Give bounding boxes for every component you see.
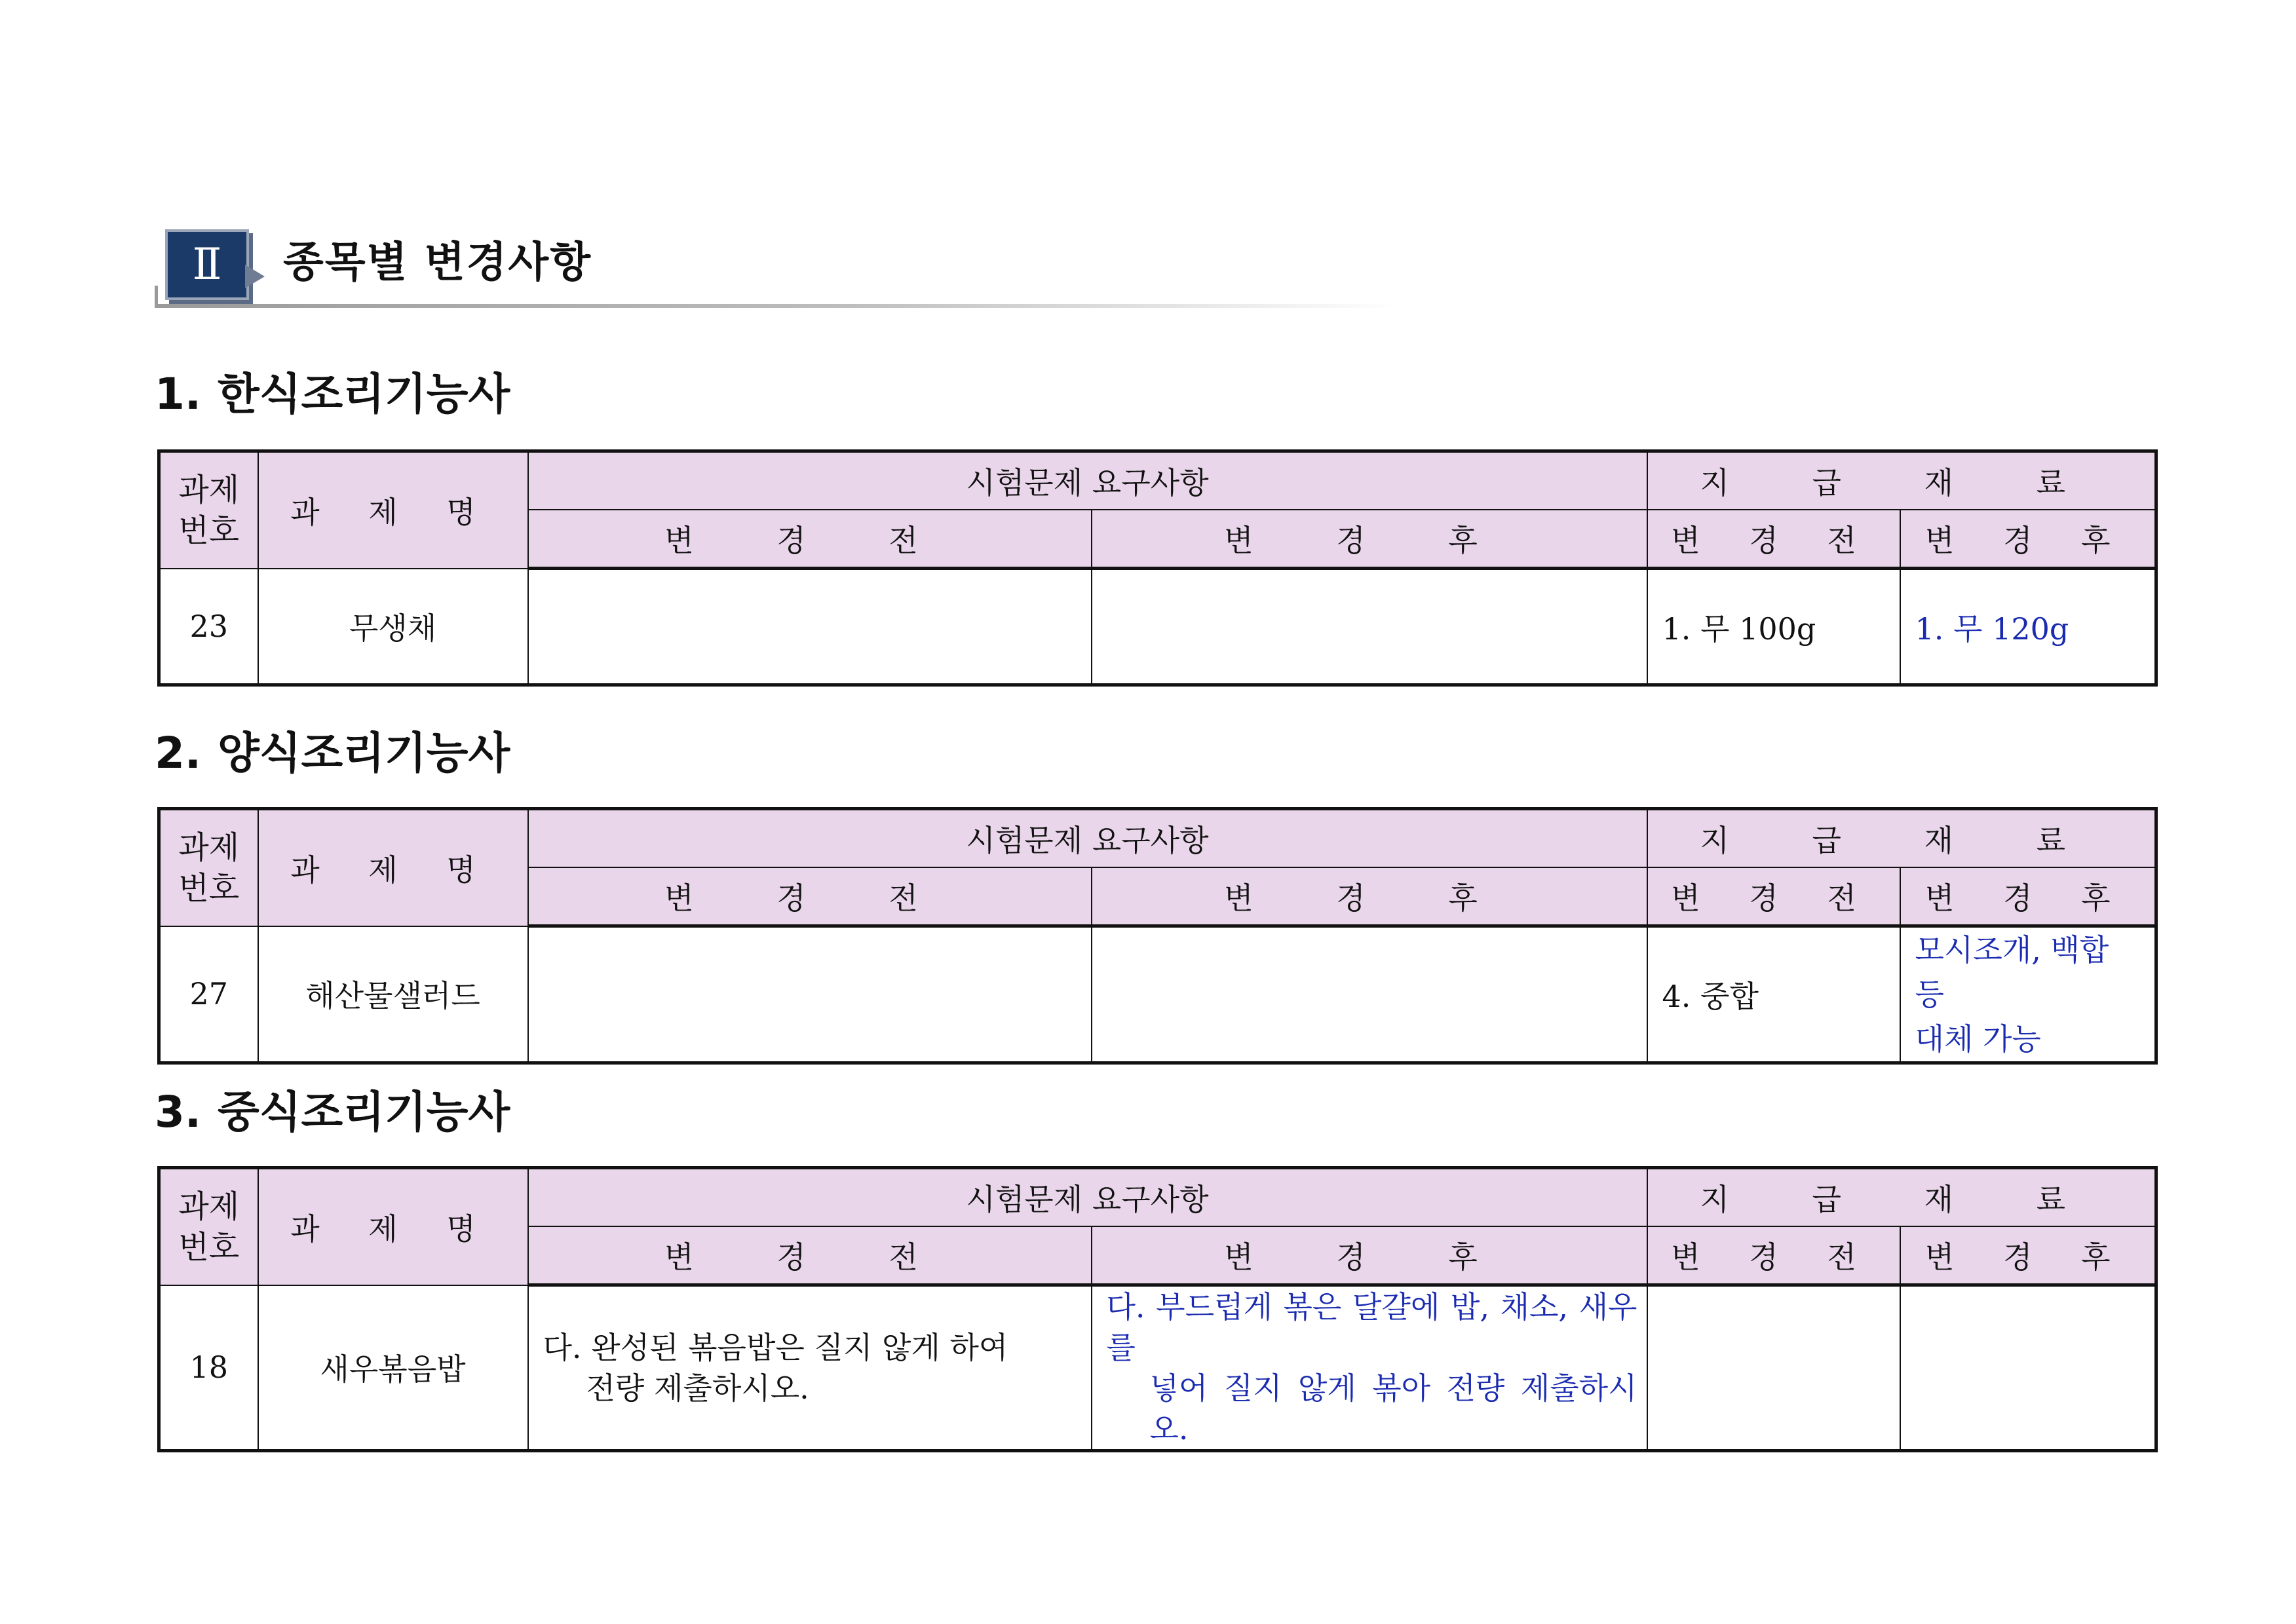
change-table-1 (157, 449, 2158, 687)
mat-before-cell: 4. 중합 (1647, 926, 1900, 1063)
mat-after-cell (1900, 1285, 2156, 1451)
header-mat-after: 변 경 후 (1900, 1226, 2156, 1285)
table-header-row (159, 809, 2156, 868)
mat-after-cell: 1. 무 120g (1900, 569, 2156, 685)
task-name-cell: 무생채 (258, 569, 528, 685)
header-task-no: 과제 번호 (159, 809, 258, 926)
task-name-cell: 해산물샐러드 (258, 926, 528, 1063)
chapter-title: 종목별 변경사항 (283, 238, 592, 287)
header-req-after: 변 경 후 (1092, 867, 1647, 926)
mat-after-cell (1900, 926, 2156, 1063)
header-req-after: 변 경 후 (1092, 1226, 1647, 1285)
table-row (159, 1285, 2156, 1451)
header-materials: 지 급 재 료 (1647, 809, 2156, 868)
header-mat-before: 변 경 전 (1647, 1226, 1900, 1285)
header-mat-before: 변 경 전 (1647, 510, 1900, 569)
task-no-cell: 27 (159, 926, 258, 1063)
header-requirements: 시험문제 요구사항 (528, 1168, 1647, 1227)
req-before-cell (528, 1285, 1092, 1451)
mat-before-cell: 1. 무 100g (1647, 569, 1900, 685)
section-title: 중식조리기능사 (218, 1087, 510, 1137)
section-number: 2. (155, 728, 201, 778)
section-heading-1 (155, 368, 510, 421)
header-req-before: 변 경 전 (528, 1226, 1092, 1285)
table-header-row (159, 451, 2156, 510)
mat-before-cell (1647, 1285, 1900, 1451)
change-table-3 (157, 1166, 2158, 1452)
section-title: 한식조리기능사 (218, 369, 510, 419)
req-after-line: 다. 부드럽게 볶은 달걀에 밥, 채소, 새우를 (1106, 1289, 1637, 1365)
table-header-row (159, 1168, 2156, 1227)
header-task-name: 과 제 명 (258, 809, 528, 926)
req-before-cell (528, 569, 1092, 685)
chapter-arrow-icon (245, 265, 265, 288)
task-no-cell: 23 (159, 569, 258, 685)
chapter-header (155, 223, 1400, 314)
req-after-line: 넣어 질지 않게 볶아 전량 제출하시오. (1149, 1370, 1637, 1446)
header-materials: 지 급 재 료 (1647, 1168, 2156, 1227)
mat-after-line: 모시조개, 백합 등 (1915, 932, 2109, 1012)
header-task-no: 과제 번호 (159, 451, 258, 569)
header-task-no: 과제 번호 (159, 1168, 258, 1285)
table-row (159, 569, 2156, 685)
header-mat-before: 변 경 전 (1647, 867, 1900, 926)
req-before-line: 전량 제출하시오. (586, 1370, 809, 1406)
section-number: 1. (155, 369, 201, 419)
chapter-number-badge: Ⅱ (165, 229, 249, 300)
task-name-cell: 새우볶음밥 (258, 1285, 528, 1451)
req-after-cell (1092, 569, 1647, 685)
task-no-cell: 18 (159, 1285, 258, 1451)
header-mat-after: 변 경 후 (1900, 510, 2156, 569)
header-req-after: 변 경 후 (1092, 510, 1647, 569)
table-row (159, 926, 2156, 1063)
header-task-name: 과 제 명 (258, 1168, 528, 1285)
mat-after-line: 대체 가능 (1915, 1021, 2041, 1057)
req-after-cell (1092, 1285, 1647, 1451)
header-task-name: 과 제 명 (258, 451, 528, 569)
header-requirements: 시험문제 요구사항 (528, 809, 1647, 868)
header-requirements: 시험문제 요구사항 (528, 451, 1647, 510)
section-number: 3. (155, 1087, 201, 1137)
header-mat-after: 변 경 후 (1900, 867, 2156, 926)
req-before-line: 다. 완성된 볶음밥은 질지 않게 하여 (543, 1330, 1008, 1365)
section-heading-2 (155, 727, 510, 780)
header-req-before: 변 경 전 (528, 510, 1092, 569)
chapter-underline (155, 304, 1400, 308)
change-table-2 (157, 807, 2158, 1065)
req-before-cell (528, 926, 1092, 1063)
section-title: 양식조리기능사 (218, 728, 510, 778)
header-materials: 지 급 재 료 (1647, 451, 2156, 510)
req-after-cell (1092, 926, 1647, 1063)
section-heading-3 (155, 1086, 510, 1139)
header-req-before: 변 경 전 (528, 867, 1092, 926)
